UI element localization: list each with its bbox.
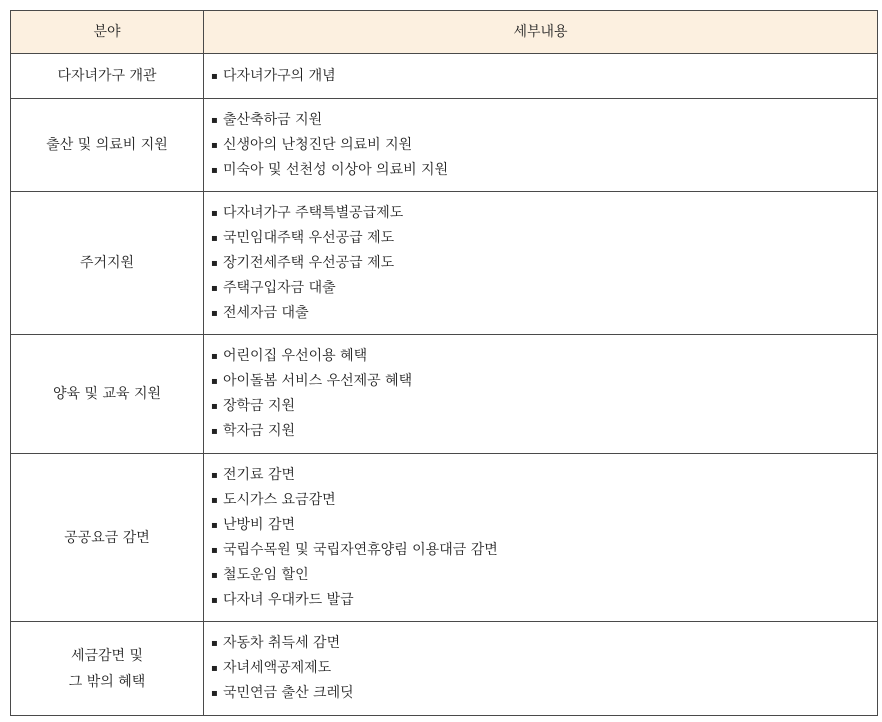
- detail-text: 국립수목원 및 국립자연휴양림 이용대금 감면: [223, 541, 498, 558]
- benefits-table-container: [10, 10, 877, 716]
- category-label: 다자녀가구 개관: [57, 68, 157, 84]
- category-cell: [11, 622, 204, 716]
- detail-text: 주택구입자금 대출: [223, 279, 336, 296]
- bullet-icon: ▪: [211, 663, 218, 674]
- detail-item: [211, 538, 877, 563]
- detail-text: 다자녀가구의 개념: [223, 67, 336, 84]
- category-label: 주거지원: [79, 255, 135, 271]
- bullet-icon: ▪: [211, 376, 218, 387]
- detail-text: 국민연금 출산 크레딧: [223, 685, 354, 701]
- detail-text: 어린이집 우선이용 혜택: [223, 348, 368, 364]
- category-label: 공공요금 감면: [64, 529, 150, 546]
- detail-item: [211, 419, 877, 444]
- bullet-icon: ▪: [211, 544, 218, 556]
- bullet-icon: ▪: [211, 351, 218, 362]
- detail-item: [211, 251, 877, 276]
- detail-item: [211, 276, 877, 301]
- details-cell: [204, 54, 878, 99]
- table-row: [11, 622, 878, 716]
- category-cell: [11, 54, 204, 99]
- detail-item: [211, 158, 877, 183]
- detail-text: 자동차 취득세 감면: [223, 635, 341, 651]
- bullet-icon: ▪: [211, 494, 218, 506]
- category-label: 세금감면 및: [70, 647, 144, 664]
- detail-item: [211, 656, 877, 681]
- detail-text: 국민임대주택 우선공급 제도: [223, 229, 395, 246]
- bullet-icon: ▪: [211, 469, 218, 481]
- benefits-table: [10, 10, 878, 716]
- detail-item: [211, 201, 877, 226]
- detail-item: [211, 588, 877, 613]
- detail-item: [211, 681, 877, 706]
- details-cell: [204, 622, 878, 716]
- detail-text: 철도운임 할인: [223, 566, 309, 583]
- detail-item: [211, 513, 877, 538]
- header-details: 세부내용: [204, 11, 878, 54]
- detail-text: 출산축하금 지원: [223, 111, 323, 128]
- detail-text: 난방비 감면: [223, 516, 296, 533]
- details-cell: [204, 335, 878, 454]
- table-row: [11, 192, 878, 335]
- details-cell: [204, 99, 878, 192]
- details-cell: [204, 454, 878, 622]
- detail-text: 다자녀가구 주택특별공급제도: [223, 204, 404, 221]
- category-cell: [11, 192, 204, 335]
- detail-item: [211, 64, 877, 89]
- detail-item: [211, 631, 877, 656]
- detail-item: [211, 369, 877, 394]
- bullet-icon: ▪: [211, 307, 218, 319]
- bullet-icon: ▪: [211, 519, 218, 531]
- detail-item: [211, 488, 877, 513]
- category-label: 양육 및 교육 지원: [52, 386, 162, 402]
- detail-text: 장기전세주택 우선공급 제도: [223, 254, 395, 271]
- header-category: 분야: [11, 11, 204, 54]
- category-cell: [11, 454, 204, 622]
- category-cell: [11, 335, 204, 454]
- table-row: [11, 99, 878, 192]
- table-row: [11, 54, 878, 99]
- detail-text: 전세자금 대출: [223, 304, 309, 321]
- detail-text: 전기료 감면: [223, 466, 296, 483]
- bullet-icon: ▪: [211, 164, 218, 176]
- detail-item: [211, 463, 877, 488]
- detail-text: 다자녀 우대카드 발급: [223, 591, 354, 608]
- detail-item: [211, 301, 877, 326]
- detail-item: [211, 344, 877, 369]
- bullet-icon: ▪: [211, 257, 218, 269]
- detail-item: [211, 226, 877, 251]
- table-row: [11, 454, 878, 622]
- bullet-icon: ▪: [211, 232, 218, 244]
- bullet-icon: ▪: [211, 401, 218, 412]
- detail-item: [211, 394, 877, 419]
- detail-text: 미숙아 및 선천성 이상아 의료비 지원: [223, 161, 449, 178]
- bullet-icon: ▪: [211, 114, 218, 126]
- detail-text: 아이돌봄 서비스 우선제공 혜택: [223, 373, 413, 389]
- bullet-icon: ▪: [211, 594, 218, 606]
- detail-item: [211, 563, 877, 588]
- table-row: [11, 335, 878, 454]
- detail-text: 자녀세액공제제도: [223, 660, 332, 676]
- detail-text: 신생아의 난청진단 의료비 지원: [223, 136, 413, 153]
- bullet-icon: ▪: [211, 207, 218, 219]
- bullet-icon: ▪: [211, 569, 218, 581]
- bullet-icon: ▪: [211, 70, 218, 82]
- detail-text: 장학금 지원: [223, 398, 296, 414]
- bullet-icon: ▪: [211, 638, 218, 649]
- detail-text: 도시가스 요금감면: [223, 491, 336, 508]
- category-label: 그 밖의 혜택: [68, 673, 146, 690]
- bullet-icon: ▪: [211, 688, 218, 699]
- bullet-icon: ▪: [211, 426, 218, 437]
- details-cell: [204, 192, 878, 335]
- detail-text: 학자금 지원: [223, 423, 296, 439]
- category-cell: [11, 99, 204, 192]
- category-label: 출산 및 의료비 지원: [46, 137, 168, 153]
- detail-item: [211, 108, 877, 133]
- bullet-icon: ▪: [211, 282, 218, 294]
- header-row: [11, 11, 878, 54]
- bullet-icon: ▪: [211, 139, 218, 151]
- detail-item: [211, 133, 877, 158]
